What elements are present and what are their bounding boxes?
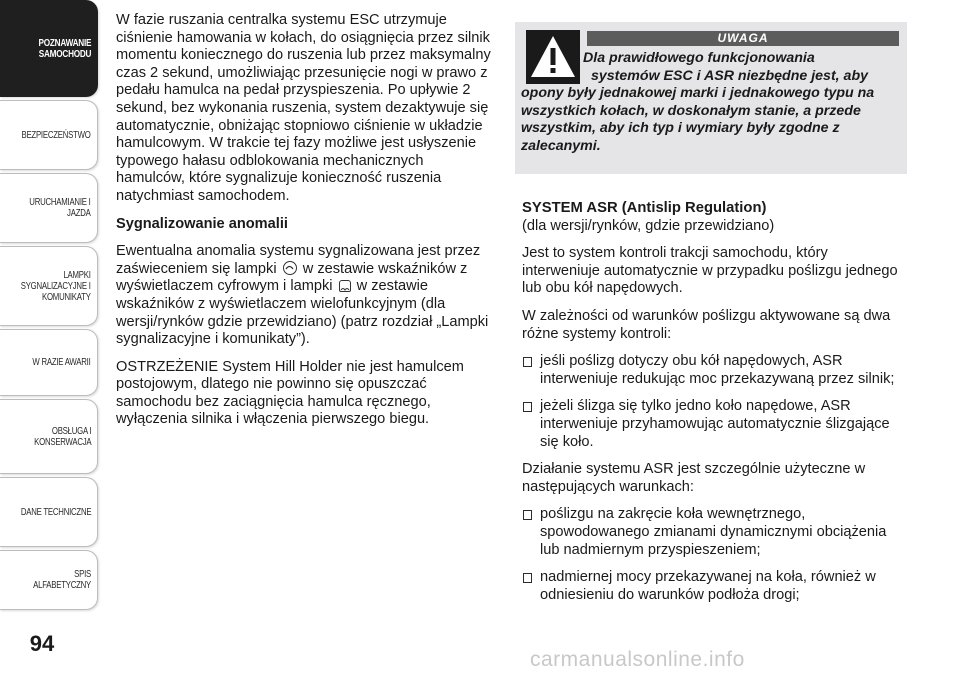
tab-label: POZNAWANIE SAMOCHODU (38, 37, 91, 60)
checkbox-bullet-icon (523, 357, 532, 367)
checkbox-bullet-icon (523, 510, 532, 520)
list-item (522, 506, 907, 559)
text-fragment: w zestawie wskaźników z wyświetlaczem cyfrowym i lampki (116, 260, 468, 295)
text-fragment: w zestawie wskaźników z wyświetlaczem wielofunkcyjnym (dla wersji/rynków gdzie przewidziano) (patrz rozdział „Lampki sygnalizacyjne i komunikaty”). (116, 278, 489, 348)
esc-warning-lamp-icon (283, 261, 297, 275)
tab-bezpieczenstwo[interactable] (0, 100, 98, 170)
text-fragment: Ewentualna anomalia systemu sygnalizowana jest przez zaświeceniem się lampki (116, 243, 481, 277)
paragraph-warning-hill-holder: OSTRZEŻENIE System Hill Holder nie jest hamulcem postojowym, dlatego nie powinno się opuszczać samochodu bez zaciągnięcia hamulca ręcznego, wyłączenia silnika i włączenia pierwszego biegu. (116, 358, 464, 428)
list-item-text: jeśli poślizg dotyczy obu kół napędowych, ASR interweniuje redukując moc przekazywaną przez silnik; (540, 353, 895, 387)
list-item (522, 353, 907, 388)
tab-label: BEZPIECZEŃSTWO (21, 129, 91, 141)
paragraph-asr-conditions: Działanie systemu ASR jest szczególnie użyteczne w następujących warunkach: (522, 461, 866, 495)
tab-label: W RAZIE AWARII (32, 357, 91, 368)
tab-w-razie-awarii[interactable] (0, 329, 98, 396)
tab-uruchamianie-i-jazda[interactable] (0, 173, 98, 243)
checkbox-bullet-icon (523, 402, 532, 412)
tab-label: URUCHAMIANIE I JAZDA (29, 197, 91, 219)
car-skid-lamp-icon (339, 280, 351, 292)
list-item-text: jeżeli ślizga się tylko jedno koło napędowe, ASR interweniuje przyhamowując automatycznie ślizgające się koło. (540, 398, 890, 450)
paragraph-asr-intro: Jest to system kontroli trakcji samochodu, który interweniuje automatycznie w przypadku poślizgu jednego lub obu kół napędowych. (522, 245, 898, 297)
list-item (522, 398, 907, 451)
tab-lampki-sygnalizacyjne[interactable] (0, 246, 98, 326)
tab-label: DANE TECHNICZNE (20, 506, 91, 518)
tab-spis-alfabetyczny[interactable] (0, 550, 98, 610)
watermark: carmanualsonline.info (530, 648, 745, 671)
tab-obsluga-i-konserwacja[interactable] (0, 399, 98, 474)
warning-box (515, 22, 907, 174)
tab-poznawanie-samochodu[interactable] (0, 0, 98, 97)
section-heading-anomalies: Sygnalizowanie anomalii (116, 215, 288, 232)
page-number: 94 (29, 631, 55, 656)
paragraph-hill-holder-phase: W fazie ruszania centralka systemu ESC utrzymuje ciśnienie hamowania w kołach, do osiągnięcia przez silnik momentu koniecznego do ruszenia lub przez maksymalny czas 2 sekund, umożliwiając przesunięcie nogi w prawo z pedału hamulca na pedał przyspieszenia. Po upływie 2 sekund, bez wykonania ruszenia, system dezaktywuje się automatycznie, obniżając stopniowo ciśnienie w układzie hamulcowym. W trakcie tej fazy możliwe jest usłyszenie typowego hałasu odblokowania mechanicznych hamulców, które sygnalizuje konieczność ruszenia natychmiast samochodem. (116, 12, 491, 204)
tab-label: LAMPKI SYGNALIZACYJNE I KOMUNIKATY (21, 269, 91, 303)
list-item-text: nadmiernej mocy przekazywanej na koła, również w odniesieniu do warunków podłoża drogi; (540, 569, 876, 603)
warning-line: opony były jednakowej marki i jednakowego typu na wszystkich kołach, w doskonałym stanie, a przede wszystkim, aby ich typ i wymiary były zgodne z zalecanymi. (521, 85, 875, 154)
tab-dane-techniczne[interactable] (0, 477, 98, 547)
paragraph-anomaly-signal (116, 243, 496, 349)
section-heading-asr: SYSTEM ASR (Antislip Regulation) (522, 200, 767, 216)
warning-text (521, 50, 905, 155)
left-column (116, 12, 496, 439)
tab-label: OBSŁUGA I KONSERWACJA (33, 425, 91, 448)
paragraph-asr-modes: W zależności od warunków poślizgu aktywowane są dwa różne systemy kontroli: (522, 307, 891, 342)
tab-label: SPIS ALFABETYCZNY (33, 569, 91, 591)
list-item (522, 569, 907, 604)
list-item-text: poślizgu na zakręcie koła wewnętrznego, spowodowanego zmianami dynamicznymi obciążenia lub nadmiernym przyspieszeniem; (540, 506, 887, 558)
chapter-tabs (0, 0, 101, 610)
checkbox-bullet-icon (523, 573, 532, 583)
warning-line: systemów ESC i ASR niezbędne jest, aby (591, 67, 869, 84)
warning-title: UWAGA (587, 31, 899, 46)
warning-line: Dla prawidłowego funkcjonowania (583, 50, 815, 66)
right-column (522, 200, 907, 614)
section-subheading: (dla wersji/rynków, gdzie przewidziano) (522, 217, 775, 234)
